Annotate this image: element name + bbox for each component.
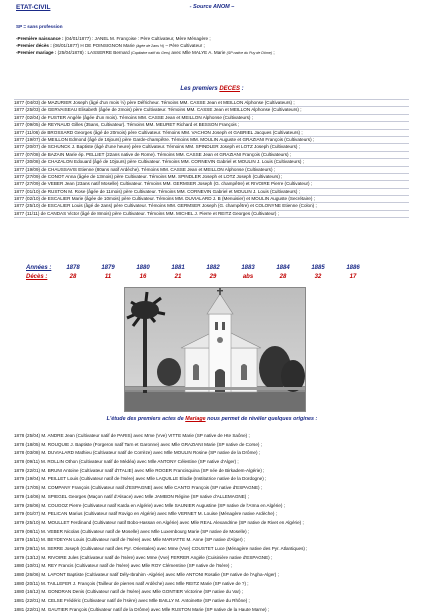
marriage-record: 1880 (10/01) M. REY Francis (Cultivateur natif de l'Isère) avec Mlle ROY Clémentine (SP native de l'Isère) ; — [14, 563, 233, 569]
marriage-record: 1879 (19/04) M. PEILLET Louis (Cultivateur natif de l'Isère) avec Mlle LAQUILLE Elodie (Institutrice native de la Dordogne) ; — [14, 476, 267, 482]
death-count-cell: 28 — [69, 274, 77, 280]
death-record: 1877 (04/03) de MAZURIER Joseph (âgé d'un mois ½) père Défricheur. Témoins MM. CASSE Jean et MEILLON Alphonse (Cultivateurs) ; — [14, 99, 409, 107]
first-death-line: -Premier décès : (06/01/1877) H DE POINSIGNON Marie (âgée de 2ans ½) – Père Cultivateur ; — [16, 43, 205, 48]
church-photo — [124, 287, 306, 412]
marriage-record: 1880 (16/12) M. GONDRAN Denis (Cultivateur natif de l'Isère) avec Mlle GONTIER Victorine (SP native du Var) ; — [14, 589, 244, 595]
death-record: 1877 (19/09) de CHAUSSAVIS Etienne (80ans natif Ardèche). Témoins MM. CASSE Jean et MEILLON Alphonse (Cultivateurs) ; — [14, 167, 409, 174]
marriage-record: 1879 (15/11) M. BEYDEYAN Louis (Cultivateur natif de l'Isère) avec Mlle MARIATTE M. Anne (SP native d'Alger) ; — [14, 537, 246, 543]
year-cell: 1886 — [346, 265, 360, 271]
first-marriage-line: -Premier mariage : (25/04/1878) : LASSERRE Bernard (Capitaine natif du Gers) avec Mlle MALYE A. Marie (SP native du Puy de Dôme) ; — [16, 50, 275, 55]
marriages-caption: L'étude des premiers actes de Mariage nous permet de révéler quelques origines : — [106, 416, 318, 422]
deaths-label: Décès : — [26, 274, 48, 280]
marriage-record: 1879 (08/11) M. VEBER Nicolas (Cultivateur natif de Moselle) avec Mlle Luxembourg Marie (SP native de Moselle) ; — [14, 528, 250, 534]
death-record: 1877 (25/03) de GERVAISEAU Elisabeth (âgée de 2mois) père Cultivateur. Témoins MM. CASSE Jean et MEILLON Alphonse (Cultivateurs) ; — [14, 107, 409, 114]
death-count-cell: 11 — [104, 274, 112, 280]
death-count-cell: 17 — [349, 274, 357, 280]
death-count-cell: abs — [242, 274, 254, 280]
year-cell: 1880 — [136, 265, 150, 271]
death-count-cell: 16 — [139, 274, 147, 280]
year-cell: 1883 — [241, 265, 255, 271]
source-label: - Source ANOM – — [189, 4, 235, 10]
section-tag: ETAT-CIVIL — [16, 4, 51, 11]
year-cell: 1879 — [101, 265, 115, 271]
death-record: 1877 (19/07) de MEILLON Edmond (âgé de 16jours) père Garde-champêtre. Témoins MM. MOULIN Auguste et GRAZIANI François (Cultivateurs) ; — [14, 137, 409, 144]
death-count-cell: 21 — [174, 274, 182, 280]
year-cell: 1882 — [206, 265, 220, 271]
church-photo-graphic — [125, 288, 305, 411]
marriage-record: 1879 (01/07) M. PELICAN Marius (Cultivateur natif Rovigo en Algérie) avec Mlle VERNET M. Louise (Ménagère native Ardèche) ; — [14, 511, 277, 517]
marriage-record: 1880 (26/06) M. LAFONT Baptiste (Cultivateur natif Dély-Ibrahim -Algérie) avec Mlle ANTONI Rosalie (SP native de l'Agha-Alger) ; — [14, 572, 279, 577]
first-birth-line: -Première naissance : (04/01/1877) : JANEL M. Françoise : Père Cultivateur, Mère Ménagère ; — [16, 36, 211, 41]
marriage-record: 1881 (22/01) M. CELSE Frédéric (Cultivateur natif de l'Isère) avec Mlle BAILLY M. Antoinette (SP native du Rhône) ; — [14, 598, 250, 604]
years-label: Années : — [26, 265, 52, 271]
death-record: 1877 (09/05) de REYNAUD Gilles (35ans, Cultivateur). Témoins MM. MEURET Richard et BESSON François ; — [14, 122, 409, 129]
marriage-record: 1878 (18/05) M. ROUQUIE J. Baptiste (Forgeron natif Tarn et Garonne) avec Mlle GRAZIANI Marie (SP native de Corse) ; — [14, 441, 262, 447]
document-header — [16, 4, 408, 14]
death-record: 1877 (27/09) de CONOT Anna (âgée de 13mois) père Cultivateur. Témoins MM. SPINDLER Joseph et LOTZ Joseph (Cultivateurs) ; — [14, 174, 409, 181]
marriage-record: 1878 (09/11) M. ROLLIN Othon (Cultivateur natif de Médéa) avec Mlle ANTONY Célestine (SP native d'Alger) ; — [14, 459, 239, 465]
death-record: 1877 (11/06) de BROSSARD Georges (âgé de 20mois) père Cultivateur. Témoins MM. VACHON Joseph et GABRIEL Jacques (Cultivateurs) ; — [14, 130, 409, 137]
marriage-record: 1879 (14/06) M. SPIEGEL Georges (Maçon natif d'Alsace) avec Mlle JAMBON Régine (SP native d'ALLEMAGNE) ; — [14, 493, 249, 499]
marriage-record: 1879 (22/01) M. BRUNI Antoine (Cultivateur natif d'ITALIE) avec Mlle ROGER Francisquina (SP née de Birkadem-Algérie) ; — [14, 467, 265, 473]
death-statistics-table — [26, 265, 396, 285]
death-count-cell: 28 — [279, 274, 287, 280]
year-cell: 1884 — [276, 265, 290, 271]
year-cell: 1878 — [66, 265, 80, 271]
death-record: 1877 (07/08) de BAZAIN Marie ép. PELLIET (22ans native de Rome). Témoins MM. CASSE Jean et GRAZIANI François (Cultivateurs) ; — [14, 152, 409, 159]
marriage-record: 1879 (13/12) M. RIVOIRE Jules (Cultivateur natif de l'Isère) avec Mme (Vve) FERRER Angèle (Cuisinière native d'ESPAGNE) ; — [14, 554, 273, 560]
death-count-cell: 29 — [209, 274, 217, 280]
marriage-record: 1880 (20/11) M. TAILLEFER J. François (Tailleur de pierres natif Ardèche) avec Mlle REITZ Marie (SP native de ?) ; — [14, 580, 249, 586]
marriage-record: 1879 (25/10) M. MOULLET Ferdinand (Cultivateur natif Bobo-Hassan en Algérie) avec Mlle REAL Alexandrine (SP native de Rivet en Algérie) ; — [14, 519, 304, 525]
death-count-cell: 32 — [314, 274, 322, 280]
deaths-section-title: Les premiers DECES : — [180, 86, 244, 92]
death-record: 1877 (30/08) de CHAZALON Edouard (âgé de 10jours) père Cultivateur. Témoins MM. CORNEVIN Gabriel et MOULIN J. Louis (Cultivateurs) ; — [14, 159, 409, 166]
death-record: 1877 (01/10) de RUSTON M. Rose (âgée de 11mois) père Cultivateur. Témoins MM. CORNEVIN Gabriel et MOULIN J. Louis (Cultivateurs) ; — [14, 189, 409, 196]
marriage-record: 1879 (29/11) M. SERRE Joseph (Cultivateur natif des Pyr. Orientales) avec Mme (Vve) COUSTET Luce (Ménagère native des Pyr. Atlantiques) ; — [14, 545, 308, 551]
death-record: 1877 (11/11) de CANDAS Victor (âgé de 8mois) père Cultivateur. Témoins MM. MICHEL J. Pierre et REITZ Georges (Cultivateur) ; — [14, 211, 409, 218]
marriage-record: 1879 (17/05) M. COMPANY François (Cultivateur natif d'ESPAGNE) avec Mlle CANTO François (SP native d'ESPAGNE) ; — [14, 485, 263, 491]
death-record: 1877 (02/10) de ESCALIER Marie (âgée de 10mois) père Cultivateur. Témoins MM. DUVIALARD J. B (Menuisier) et MOULIN Auguste (Secrétaire) ; — [14, 196, 409, 203]
deaths-list — [14, 99, 409, 218]
year-cell: 1885 — [311, 265, 325, 271]
abbreviation-note: SP = sans profession — [16, 24, 63, 29]
marriage-record: 1881 (22/01) M. GAUTIER François (Cultivateur natif de la Drôme) avec Mlle RUSTON Marie (SP native de la Haute Marne) ; — [14, 606, 270, 612]
death-record: 1877 (27/09) de VEBER Jean (23ans natif Moselle) Cultivateur. Témoins MM. GERMSER Joseph (G. champêtre) et RIVOIRE Pierre (Cultivateur) ; — [14, 181, 409, 188]
year-cell: 1881 — [171, 265, 185, 271]
marriage-record: 1878 (25/04) M. ANDRE Jean (Cultivateur natif de PARIS) avec Mme (Vve) VITTE Marie (SP native de Hte Saône) ; — [14, 433, 250, 438]
death-record: 1877 (02/04) de FUSTER Angèle (âgée d'un mois). Témoins MM. CASSE Jean et MEILLON Alphonse (Cultivateurs) ; — [14, 115, 409, 122]
death-record: 1877 (20/07) de SCHUNCK J. Baptiste (âgé d'une heure) père Cultivateur. Témoins MM. SPINDLER Joseph et LOTZ Joseph (Cultivateurs) ; — [14, 144, 409, 151]
marriage-record: 1879 (26/06) M. COUGOZ Pierre (Cultivateur natif Kaïda en Algérie) avec Mlle SAUNIER Augustine (SP native de l'Aïma en Algérie) ; — [14, 502, 285, 508]
marriage-record: 1878 (03/08) M. DUVIALARD Mathieu (Cultivateur natif de Corrèze) avec Mlle MOULIN Rosine (SP native de la Drôme) ; — [14, 450, 261, 456]
marriages-list — [14, 432, 409, 614]
death-record: 1877 (25/10) de ESCALIER Louis (âgé de 2ans) père Cultivateur. Témoins MM. GERMSER Joseph (G. champêtre) et COLONYNE Etienne (Colon) ; — [14, 203, 409, 210]
